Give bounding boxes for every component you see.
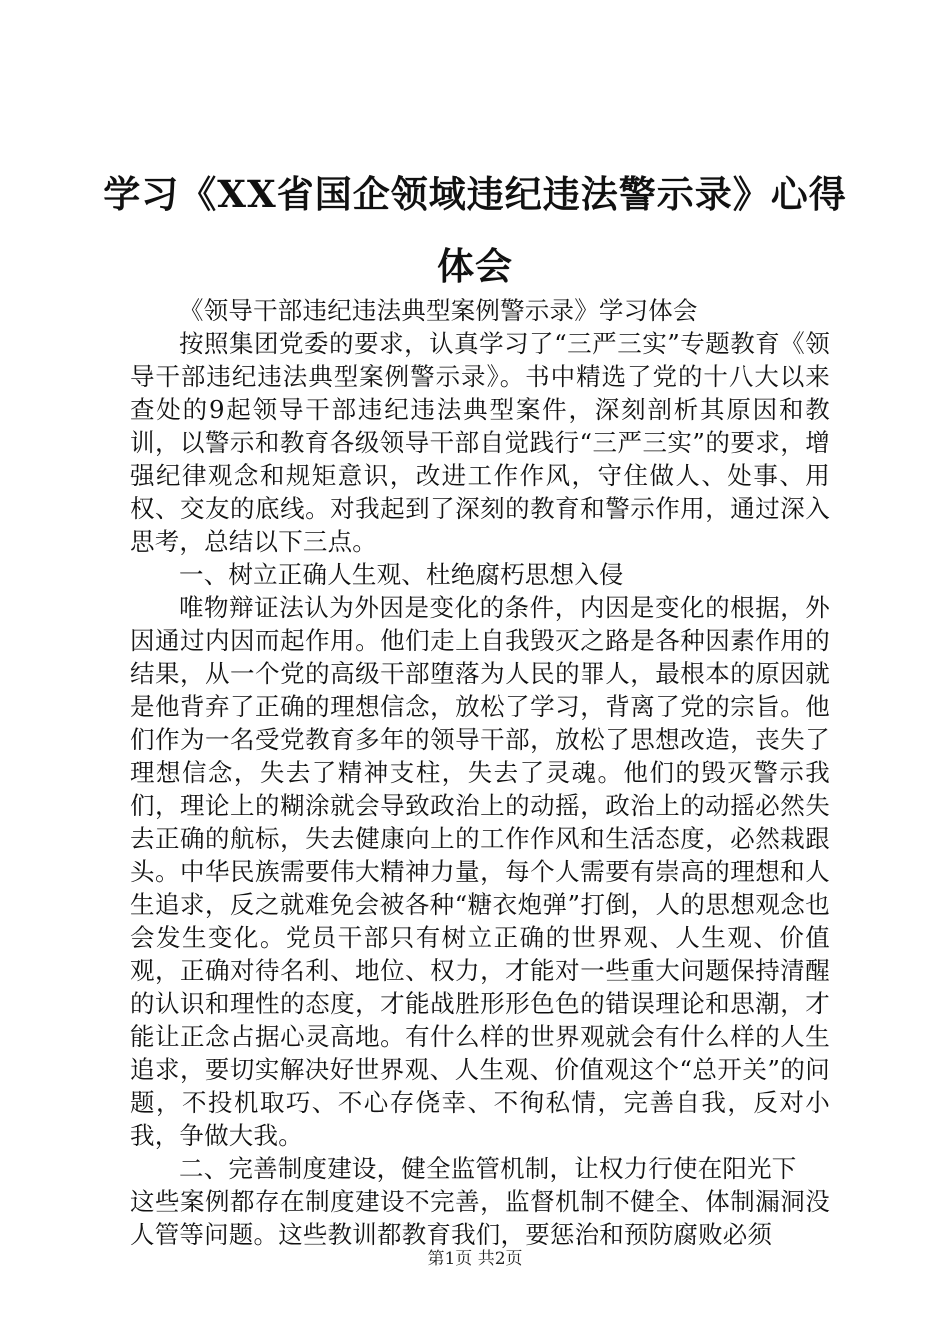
- section-2-paragraph: 这些案例都存在制度建设不完善，监督机制不健全、体制漏洞没人管等问题。这些教训都教育我们，要惩治和预防腐败必须: [130, 1187, 830, 1249]
- document-body: [130, 294, 830, 1251]
- title-line-1: 学习《XX省国企领域违纪违法警示录》心得: [103, 172, 847, 216]
- section-1-paragraph: 唯物辩证法认为外因是变化的条件，内因是变化的根据，外因通过内因而起作用。他们走上自我毁灭之路是各种因素作用的结果，从一个党的高级干部堕落为人民的罪人，最根本的原因就是他背弃了正确的理想信念，放松了学习，背离了党的宗旨。他们作为一名受党教育多年的领导干部，放松了思想改造，丧失了理想信念，失去了精神支柱，失去了灵魂。他们的毁灭警示我们，理论上的糊涂就会导致政治上的动摇，政治上的动摇必然失去正确的航标，失去健康向上的工作作风和生活态度，必然栽跟头。中华民族需要伟大精神力量，每个人需要有崇高的理想和人生追求，反之就难免会被各种“糖衣炮弹”打倒，人的思想观念也会发生变化。党员干部只有树立正确的世界观、人生观、价值观，正确对待名利、地位、权力，才能对一些重大问题保持清醒的认识和理性的态度，才能战胜形形色色的错误理论和思潮，才能让正念占据心灵高地。有什么样的世界观就会有什么样的人生追求，要切实解决好世界观、人生观、价值观这个“总开关”的问题，不投机取巧、不心存侥幸、不徇私情，完善自我，反对小我，争做大我。: [130, 593, 830, 1150]
- subtitle-paragraph: 《领导干部违纪违法典型案例警示录》学习体会: [179, 296, 698, 325]
- page-number-footer: 第1页 共2页: [427, 1249, 523, 1269]
- section-heading-1: 一、树立正确人生观、杜绝腐朽思想入侵: [179, 560, 624, 589]
- section-heading-2: 二、完善制度建设，健全监管机制，让权力行使在阳光下: [179, 1154, 797, 1183]
- document-title: [100, 158, 850, 302]
- title-line-2: 体会: [437, 244, 513, 288]
- intro-paragraph: 按照集团党委的要求，认真学习了“三严三实”专题教育《领导干部违纪违法典型案例警示录》。书中精选了党的十八大以来查处的9起领导干部违纪违法典型案件，深刻剖析其原因和教训，以警示和教育各级领导干部自觉践行“三严三实”的要求，增强纪律观念和规矩意识，改进工作作风，守住做人、处事、用权、交友的底线。对我起到了深刻的教育和警示作用，通过深入思考，总结以下三点。: [130, 329, 830, 556]
